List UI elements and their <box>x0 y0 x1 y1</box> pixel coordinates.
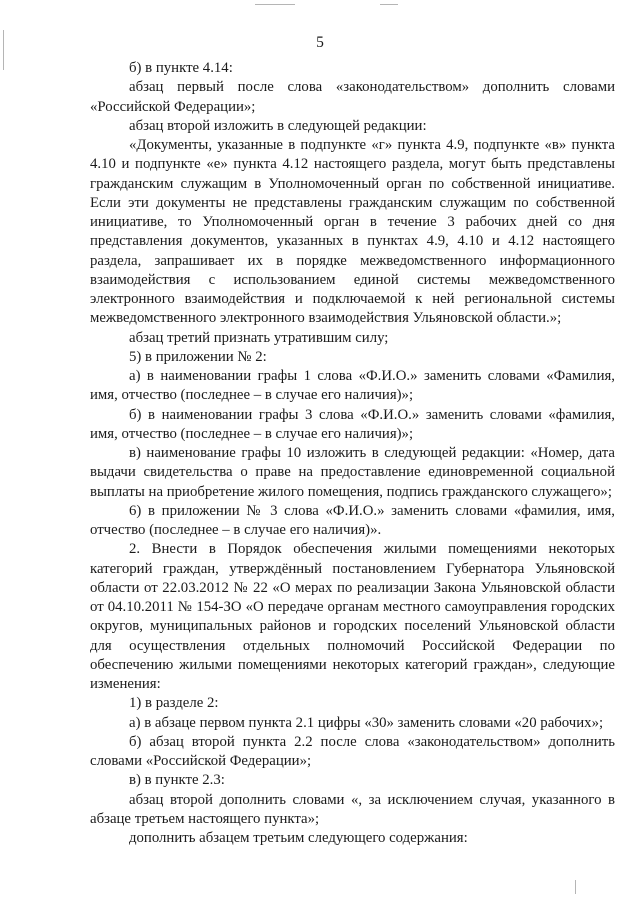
paragraph: в) наименование графы 10 изложить в следующей редакции: «Номер, дата выдачи свидетельства о праве на предоставление единовременной социальной выплаты на приобретение жилого помещения, подпись гражданского служащего»; <box>90 445 615 500</box>
paragraph: в) в пункте 2.3: <box>129 772 225 789</box>
paragraph: б) в наименовании графы 3 слова «Ф.И.О.» заменить словами «фамилия, имя, отчество (последнее – в случае его наличия)»; <box>90 406 615 442</box>
page-number: 5 <box>316 34 324 51</box>
paragraph: а) в наименовании графы 1 слова «Ф.И.О.» заменить словами «Фамилия, имя, отчество (последнее – в случае его наличия)»; <box>90 368 615 404</box>
paragraph: 2. Внести в Порядок обеспечения жилыми помещениями некоторых категорий граждан, утверждённый постановлением Губернатора Ульяновской области от 22.03.2012 № 22 «О мерах по реализации Закона Ульяновской области от 04.10.2011 № 154-ЗО «О передаче органам местного самоуправления городских округов, муниципальных районов и городских поселений Ульяновской области для осуществления отдельных полномочий Российской Федерации по обеспечению жилыми помещениями некоторых категорий граждан», следующие изменения: <box>90 541 615 692</box>
scan-mark-top <box>255 4 295 5</box>
paragraph: абзац третий признать утратившим силу; <box>129 329 389 346</box>
paragraph: абзац второй изложить в следующей редакции: <box>129 117 427 134</box>
paragraph: абзац первый после слова «законодательством» дополнить словами «Российской Федерации»; <box>90 79 615 115</box>
scan-mark-top-right <box>380 4 398 5</box>
paragraph: б) в пункте 4.14: <box>129 60 233 76</box>
paragraph: дополнить абзацем третьим следующего содержания: <box>129 830 468 846</box>
paragraph: абзац второй дополнить словами «, за исключением случая, указанного в абзаце третьем настоящего пункта»; <box>90 791 615 827</box>
paragraph: б) абзац второй пункта 2.2 после слова «законодательством» дополнить словами «Российской Федерации»; <box>90 733 615 769</box>
paragraph: 6) в приложении № 3 слова «Ф.И.О.» заменить словами «фамилия, имя, отчество (последнее – в случае его наличия)». <box>90 502 615 538</box>
paragraph: «Документы, указанные в подпункте «г» пункта 4.9, подпункте «в» пункта 4.10 и подпункте «е» пункта 4.12 настоящего раздела, могут быть представлены гражданским служащим в Уполномоченный орган по собственной инициативе. Если эти документы не представлены гражданским служащим по собственной инициативе, то Уполномоченный орган в течение 3 рабочих дней со дня представления документов, указанных в пунктах 4.9, 4.10 и 4.12 настоящего раздела, запрашивает их в порядке межведомственного информационного взаимодействия с использованием единой системы межведомственного электронного взаимодействия и подключаемой к ней региональной системы межведомственного электронного взаимодействия Ульяновской области.»; <box>90 137 615 327</box>
document-body <box>90 59 615 848</box>
paragraph: 5) в приложении № 2: <box>129 348 267 365</box>
scan-mark-bottom-right <box>575 880 576 894</box>
paragraph: а) в абзаце первом пункта 2.1 цифры «30» заменить словами «20 рабочих»; <box>129 714 604 731</box>
paragraph: 1) в разделе 2: <box>129 695 219 712</box>
